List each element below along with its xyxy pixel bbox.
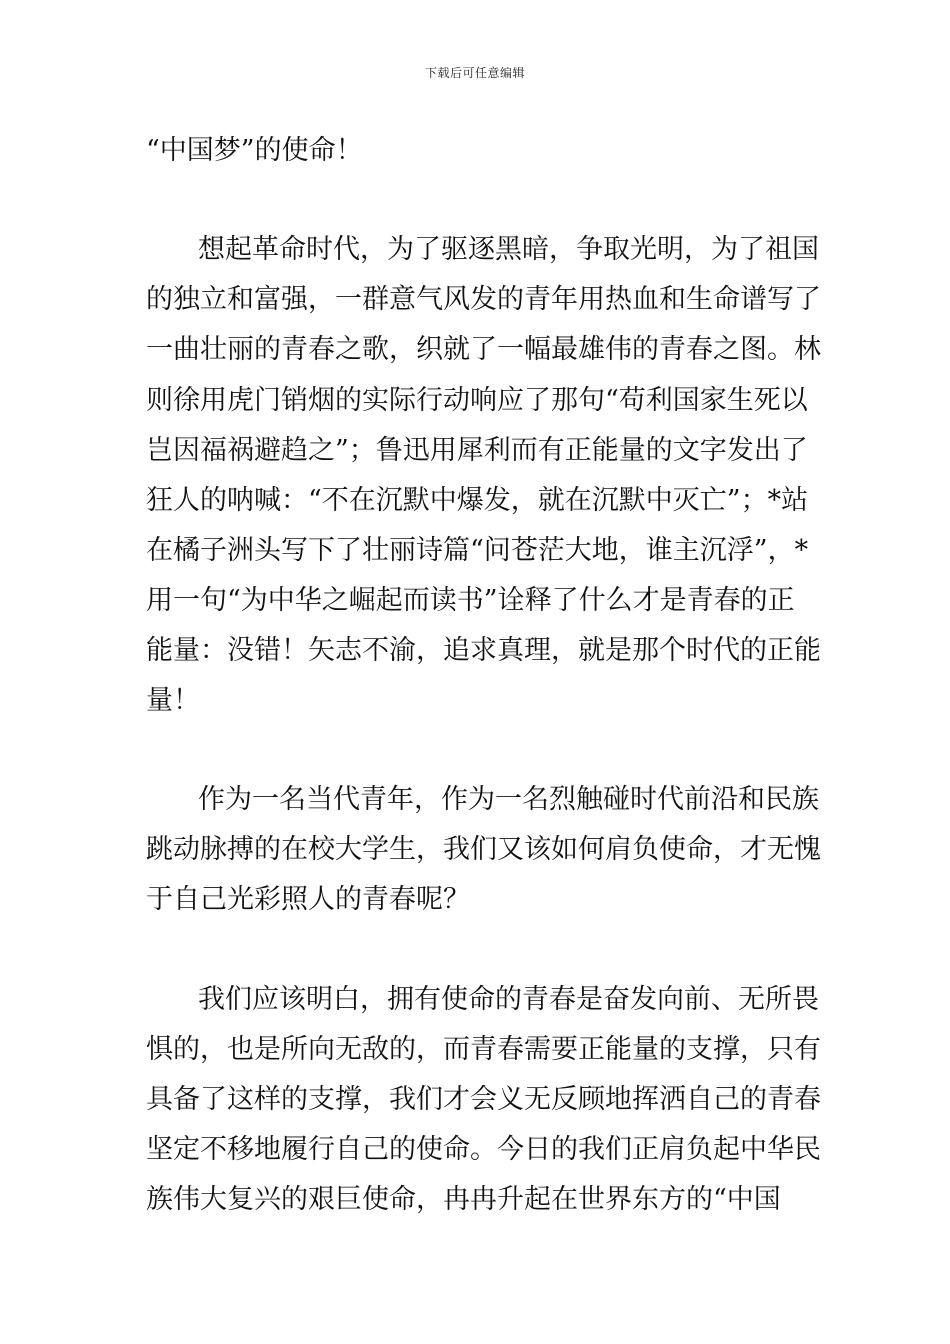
text-line: 在橘子洲头写下了壮丽诗篇“问苍茫大地，谁主沉浮”，*	[146, 535, 809, 566]
header-note: 下载后可任意编辑	[424, 66, 525, 80]
text-line: 用一句“为中华之崛起而读书”诠释了什么才是青春的正	[146, 585, 795, 616]
text-line: 能量：没错！矢志不渝，追求真理，就是那个时代的正能	[146, 635, 821, 666]
text-line: 作为一名当代青年，作为一名烈触碰时代前沿和民族	[198, 784, 819, 815]
text-line: 跳动脉搏的在校大学生，我们又该如何肩负使命，才无愧	[146, 834, 821, 865]
text-line: 惧的，也是所向无敌的，而青春需要正能量的支撑，只有	[146, 1034, 821, 1065]
text-line: 则徐用虎门销烟的实际行动响应了那句“苟利国家生死以	[146, 385, 808, 416]
text-line: “中国梦”的使命！	[146, 135, 363, 166]
text-line: 狂人的呐喊：“不在沉默中爆发，就在沉默中灭亡”；*站	[146, 485, 809, 516]
text-line: 族伟大复兴的艰巨使命，冉冉升起在世界东方的“中国	[146, 1184, 781, 1215]
text-line: 岂因福祸避趋之”；鲁迅用犀利而有正能量的文字发出了	[146, 435, 808, 466]
text-line: 量！	[146, 685, 200, 716]
text-line: 我们应该明白，拥有使命的青春是奋发向前、无所畏	[198, 984, 819, 1015]
text-line: 具备了这样的支撑，我们才会义无反顾地挥洒自己的青春	[146, 1084, 821, 1115]
text-line: 一曲壮丽的青春之歌，织就了一幅最雄伟的青春之图。林	[146, 334, 821, 365]
text-line: 坚定不移地履行自己的使命。今日的我们正肩负起中华民	[146, 1134, 821, 1165]
text-line: 想起革命时代，为了驱逐黑暗，争取光明，为了祖国	[198, 234, 819, 265]
text-line: 于自己光彩照人的青春呢？	[146, 884, 470, 915]
text-line: 的独立和富强，一群意气风发的青年用热血和生命谱写了	[146, 284, 821, 315]
